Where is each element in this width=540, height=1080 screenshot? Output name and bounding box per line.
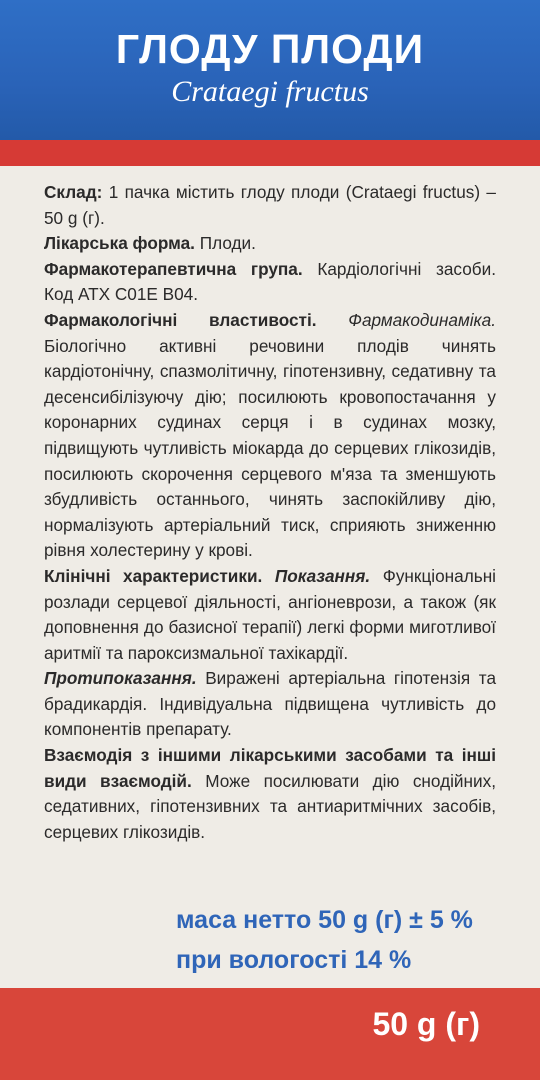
- contraindications-text: Виражені артеріальна гіпотензія та брадикардія. Індивідуальна підвищена чутливість до компонентів препарату.: [44, 668, 497, 740]
- net-weight-block: [176, 900, 473, 980]
- clinical-paragraph: [44, 564, 496, 666]
- pharmacodynamics-label: Фармакодинаміка.: [348, 309, 497, 330]
- clinical-label: Клінічні характеристики.: [44, 565, 263, 586]
- footer-band: [0, 988, 540, 1080]
- pharmacological-properties-text: Біологічно активні речовини плодів чинять кардіотонічну, спазмолітичну, гіпотензивну, седативну та десенсибілізуючу дію; посилюють кровопостачання у коронарних судинах серця і в судинах мозку, підвищують чутливість міокарда до серцевих глікозидів, посилюють скорочення серцевого м'яза та зменшують збудливість останнього, чинять заспокійливу дію, нормалізують артеріальний тиск, сприяють зниженню рівня холестерину у крові.: [44, 335, 496, 561]
- composition-label: Склад:: [44, 182, 103, 202]
- interactions-paragraph: [44, 743, 496, 845]
- humidity-line: при вологості 14 %: [176, 946, 412, 974]
- header-red-stripe: [0, 140, 540, 166]
- net-weight-line: маса нетто 50 g (г) ± 5 %: [176, 906, 473, 934]
- header-band: [0, 0, 540, 140]
- interactions-text: Може посилювати дію снодійних, седативних, гіпотензивних та антиаритмічних засобів, серцевих глікозидів.: [44, 770, 496, 842]
- contraindications-label: Протипоказання.: [44, 668, 197, 689]
- pharmacotherapeutic-group-text: Кардіологічні засоби. Код АТХ С01Е В04.: [44, 258, 496, 305]
- pharmacological-properties-label: Фармакологічні властивості.: [44, 309, 317, 330]
- dosage-form-paragraph: [44, 231, 496, 257]
- interactions-label: Взаємодія з іншими лікарськими засобами та інші види взаємодій.: [44, 745, 496, 791]
- pharmacotherapeutic-group-label: Фармакотерапевтична група.: [44, 258, 303, 279]
- contraindications-paragraph: [44, 666, 496, 743]
- composition-paragraph: [44, 180, 496, 231]
- pharmacotherapeutic-group-paragraph: [44, 257, 496, 308]
- composition-text: 1 пачка містить глоду плоди (Crataegi fructus) – 50 g (г).: [44, 182, 496, 228]
- leaflet-text: [44, 180, 496, 845]
- clinical-text: Функціональні розлади серцевої діяльності, ангіоневрози, а також (як доповнення до базисної терапії) легкі форми миготливої аритмії та пароксизмальної тахікардії.: [44, 565, 497, 663]
- weight-label: 50 g (г): [372, 1006, 480, 1042]
- pharmacological-properties-paragraph: [44, 308, 496, 564]
- indications-label: Показання.: [274, 565, 371, 586]
- latin-name: Crataegi fructus: [171, 75, 369, 108]
- dosage-form-text: Плоди.: [199, 233, 256, 254]
- dosage-form-label: Лікарська форма.: [44, 233, 195, 254]
- product-title: ГЛОДУ ПЛОДИ: [115, 26, 425, 72]
